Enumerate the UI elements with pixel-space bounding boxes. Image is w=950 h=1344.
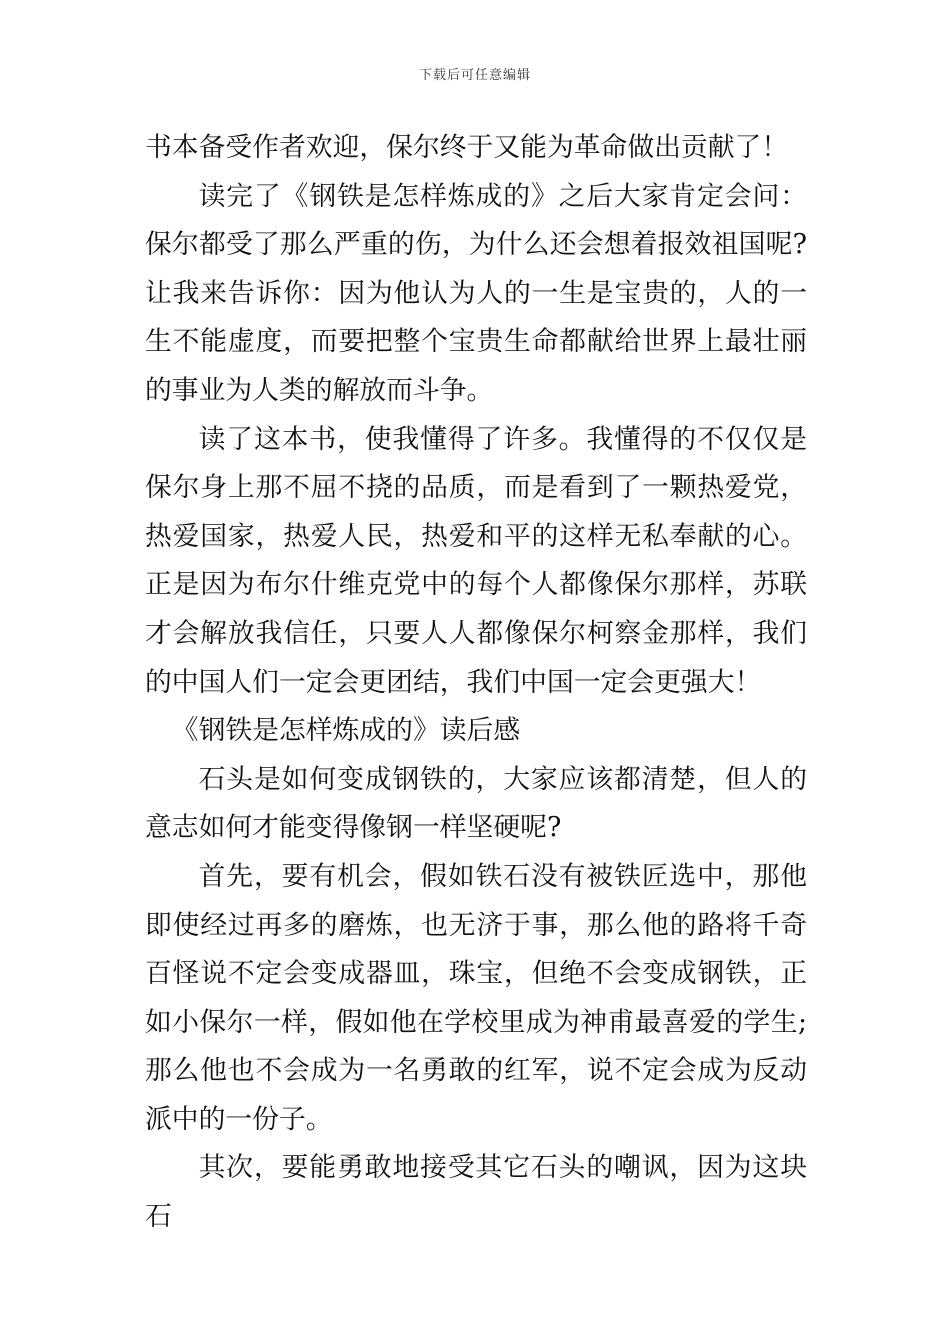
document-body <box>145 124 807 1242</box>
page-header: 下载后可任意编辑 <box>418 68 531 83</box>
paragraph: 读了这本书，使我懂得了许多。我懂得的不仅仅是保尔身上那不屈不挠的品质，而是看到了一颗热爱党，热爱国家，热爱人民，热爱和平的这样无私奉献的心。正是因为布尔什维克党中的每个人都像保尔那样，苏联才会解放我信任，只要人人都像保尔柯察金那样，我们的中国人们一定会更团结，我们中国一定会更强大！ <box>145 423 807 698</box>
paragraph: 读完了《钢铁是怎样炼成的》之后大家肯定会问：保尔都受了那么严重的伤，为什么还会想着报效祖国呢?让我来告诉你：因为他认为人的一生是宝贵的，人的一生不能虚度，而要把整个宝贵生命都献给世界上最壮丽的事业为人类的解放而斗争。 <box>145 180 807 406</box>
paragraph: 书本备受作者欢迎，保尔终于又能为革命做出贡献了！ <box>145 132 789 163</box>
paragraph: 其次，要能勇敢地接受其它石头的嘲讽，因为这块石 <box>145 1152 807 1233</box>
section-heading: 《钢铁是怎样炼成的》读后感 <box>171 715 521 747</box>
paragraph: 首先，要有机会，假如铁石没有被铁匠选中，那他即使经过再多的磨炼，也无济于事，那么他的路将千奇百怪说不定会变成器皿，珠宝，但绝不会变成钢铁，正如小保尔一样，假如他在学校里成为神甫最喜爱的学生;那么他也不会成为一名勇敢的红军，说不定会成为反动派中的一份子。 <box>145 860 807 1135</box>
paragraph: 石头是如何变成钢铁的，大家应该都清楚，但人的意志如何才能变得像钢一样坚硬呢? <box>145 763 807 844</box>
